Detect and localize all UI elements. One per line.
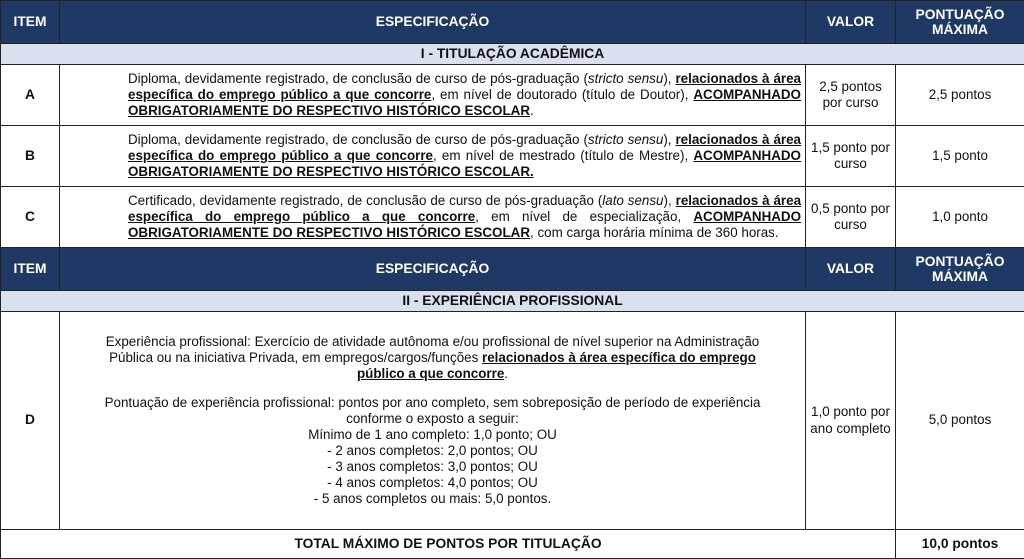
header-especificacao: ESPECIFICAÇÃO bbox=[60, 248, 806, 291]
header-pontuacao: PONTUAÇÃO MÁXIMA bbox=[896, 248, 1024, 291]
total-value: 10,0 pontos bbox=[896, 530, 1024, 559]
item-pontuacao: 1,5 ponto bbox=[896, 126, 1024, 187]
table-row bbox=[1, 126, 1024, 187]
item-label: D bbox=[1, 312, 60, 530]
header-especificacao: ESPECIFICAÇÃO bbox=[60, 1, 806, 44]
item-valor: 0,5 ponto por curso bbox=[806, 187, 896, 248]
item-label: A bbox=[1, 65, 60, 126]
scoring-line: - 5 anos completos ou mais: 5,0 pontos. bbox=[84, 491, 781, 507]
scoring-line: - 2 anos completos: 2,0 pontos; OU bbox=[84, 443, 781, 459]
item-pontuacao: 1,0 ponto bbox=[896, 187, 1024, 248]
header-item: ITEM bbox=[1, 1, 60, 44]
header-row bbox=[1, 248, 1024, 291]
scoring-line: - 3 anos completos: 3,0 pontos; OU bbox=[84, 459, 781, 475]
scoring-line: Mínimo de 1 ano completo: 1,0 ponto; OU bbox=[84, 427, 781, 443]
header-item: ITEM bbox=[1, 248, 60, 291]
item-specification: Diploma, devidamente registrado, de conclusão de curso de pós-graduação (stricto sensu), relacionados à área específica do emprego público a que concorre, em nível de mestrado (título de Mestre), ACOMPANHADO OBRIGATORIAMENTE DO RESPECTIVO HISTÓRICO ESCOLAR. bbox=[60, 126, 806, 187]
total-label: TOTAL MÁXIMO DE PONTOS POR TITULAÇÃO bbox=[1, 530, 896, 559]
total-row bbox=[1, 530, 1024, 559]
item-label: C bbox=[1, 187, 60, 248]
item-specification: Certificado, devidamente registrado, de conclusão de curso de pós-graduação (lato sensu), relacionados à área específica do emprego público a que concorre, em nível de especialização, ACOMPANHADO OBRIGATORIAMENTE DO RESPECTIVO HISTÓRICO ESCOLAR, com carga horária mínima de 360 horas. bbox=[60, 187, 806, 248]
table-row bbox=[1, 65, 1024, 126]
section-title-experiencia: II - EXPERIÊNCIA PROFISSIONAL bbox=[1, 291, 1024, 312]
item-valor: 1,0 ponto por ano completo bbox=[806, 312, 896, 530]
item-specification bbox=[60, 312, 806, 530]
header-valor: VALOR bbox=[806, 248, 896, 291]
table-row bbox=[1, 312, 1024, 530]
table-row bbox=[1, 187, 1024, 248]
item-label: B bbox=[1, 126, 60, 187]
header-valor: VALOR bbox=[806, 1, 896, 44]
section-row bbox=[1, 291, 1024, 312]
section-title-titulacao: I - TITULAÇÃO ACADÊMICA bbox=[1, 44, 1024, 65]
item-valor: 1,5 ponto por curso bbox=[806, 126, 896, 187]
item-specification: Diploma, devidamente registrado, de conclusão de curso de pós-graduação (stricto sensu), relacionados à área específica do emprego público a que concorre, em nível de doutorado (título de Doutor), ACOMPANHADO OBRIGATORIAMENTE DO RESPECTIVO HISTÓRICO ESCOLAR. bbox=[60, 65, 806, 126]
header-pontuacao: PONTUAÇÃO MÁXIMA bbox=[896, 1, 1024, 44]
item-pontuacao: 5,0 pontos bbox=[896, 312, 1024, 530]
item-valor: 2,5 pontos por curso bbox=[806, 65, 896, 126]
header-row bbox=[1, 1, 1024, 44]
scoring-paragraph: Pontuação de experiência profissional: pontos por ano completo, sem sobreposição de período de experiência conforme o exposto a seguir: bbox=[84, 395, 781, 427]
section-row bbox=[1, 44, 1024, 65]
item-pontuacao: 2,5 pontos bbox=[896, 65, 1024, 126]
experience-paragraph: Experiência profissional: Exercício de atividade autônoma e/ou profissional de nível superior na Administração Pública ou na iniciativa Privada, em empregos/cargos/funções relacionados à área específica do emprego público a que concorre. bbox=[84, 334, 781, 382]
scoring-line: - 4 anos completos: 4,0 pontos; OU bbox=[84, 475, 781, 491]
